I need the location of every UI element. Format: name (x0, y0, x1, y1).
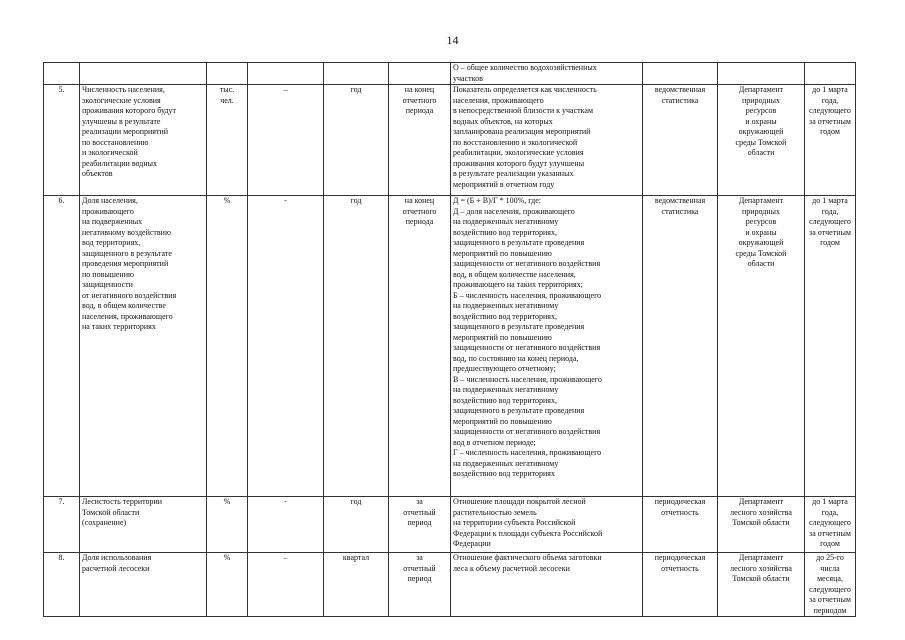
cell-responsible: Департамент природных ресурсов и охраны окружающей среды Томской области (718, 196, 805, 497)
cell-periodicity (324, 63, 389, 85)
cell-responsible: Департамент лесного хозяйства Томской области (718, 553, 805, 617)
cell-dash: – (248, 553, 324, 617)
cell-source (643, 63, 718, 85)
cell-num: 8. (44, 553, 80, 617)
cell-source: периодическая отчетность (643, 497, 718, 553)
indicators-table (43, 62, 856, 617)
cell-time: на конец отчетного периода (389, 196, 451, 497)
cell-time: за отчетный период (389, 497, 451, 553)
cell-name (80, 63, 207, 85)
cell-name: Численность населения, экологические условия проживания которого будут улучшены в результате реализации мероприятий по восстановлению и экологической реабилитации водных объектов (80, 85, 207, 196)
cell-time: на конец отчетного периода (389, 85, 451, 196)
table-row-7 (44, 497, 856, 553)
cell-deadline: до 1 марта года, следующего за отчетным годом (805, 196, 856, 497)
cell-periodicity: год (324, 196, 389, 497)
cell-unit: % (207, 497, 248, 553)
cell-num: 5. (44, 85, 80, 196)
cell-deadline: до 25-го числа месяца, следующего за отчетным периодом (805, 553, 856, 617)
cell-name: Доля использования расчетной лесосеки (80, 553, 207, 617)
cell-unit: % (207, 196, 248, 497)
cell-responsible (718, 63, 805, 85)
cell-num: 7. (44, 497, 80, 553)
cell-method: Показатель определяется как численность населения, проживающего в непосредственной близости к участкам водных объектов, на которых запланирована реализация мероприятий по восстановлению и экологической реабилитации, экологические условия проживания которого будут улучшены в результате реализации указанных мероприятий в отчетном году (451, 85, 643, 196)
cell-unit: тыс. чел. (207, 85, 248, 196)
cell-periodicity: квартал (324, 553, 389, 617)
cell-responsible: Департамент природных ресурсов и охраны окружающей среды Томской области (718, 85, 805, 196)
cell-method: Отношение фактического объема заготовки леса к объему расчетной лесосеки (451, 553, 643, 617)
cell-dash: - (248, 196, 324, 497)
cell-num: 6. (44, 196, 80, 497)
cell-dash: – (248, 85, 324, 196)
table-row-continuation (44, 63, 856, 85)
cell-source: ведомственная статистика (643, 85, 718, 196)
cell-responsible: Департамент лесного хозяйства Томской области (718, 497, 805, 553)
cell-method: Д = (Б + В)/Г * 100%, где: Д – доля населения, проживающего на подверженных негативному воздействию вод территориях, защищенного в результате проведения мероприятий по повышению защищенности от негативного воздействия вод, в общем количестве населения, проживающего на таких территориях; Б – численность населения, проживающего на подверженных негативному воздействию вод территориях, защищенного в результате проведения мероприятий по повышению защищенности от негативного воздействия вод, по состоянию на конец периода, предшествующего отчетному; В – численность населения, проживающего на подверженных негативному воздействию вод территориях, защищенного в результате проведения мероприятий по повышению защищенности от негативного воздействия вод в отчетном периоде; Г – численность населения, проживающего на подверженных негативному воздействию вод территориях (451, 196, 643, 497)
cell-method: О – общее количество водохозяйственных участков (451, 63, 643, 85)
cell-num (44, 63, 80, 85)
cell-deadline: до 1 марта года, следующего за отчетным годом (805, 85, 856, 196)
cell-name: Лесистость территории Томской области (сохранение) (80, 497, 207, 553)
table-row-8 (44, 553, 856, 617)
cell-deadline: до 1 марта года, следующего за отчетным годом (805, 497, 856, 553)
cell-time (389, 63, 451, 85)
cell-method: Отношение площади покрытой лесной растительностью земель на территории субъекта Российской Федерации к площади субъекта Российской Федерации (451, 497, 643, 553)
table-row-6 (44, 196, 856, 497)
cell-dash (248, 63, 324, 85)
cell-source: периодическая отчетность (643, 553, 718, 617)
cell-dash: - (248, 497, 324, 553)
cell-periodicity: год (324, 497, 389, 553)
cell-periodicity: год (324, 85, 389, 196)
cell-deadline (805, 63, 856, 85)
cell-name: Доля населения, проживающего на подверженных негативному воздействию вод территориях, защищенного в результате проведения мероприятий по повышению защищенности от негативного воздействия вод, в общем количестве населения, проживающего на таких территориях (80, 196, 207, 497)
cell-time: за отчетный период (389, 553, 451, 617)
cell-unit (207, 63, 248, 85)
cell-unit: % (207, 553, 248, 617)
cell-source: ведомственная статистика (643, 196, 718, 497)
table-row-5 (44, 85, 856, 196)
page-number: 14 (446, 33, 459, 47)
